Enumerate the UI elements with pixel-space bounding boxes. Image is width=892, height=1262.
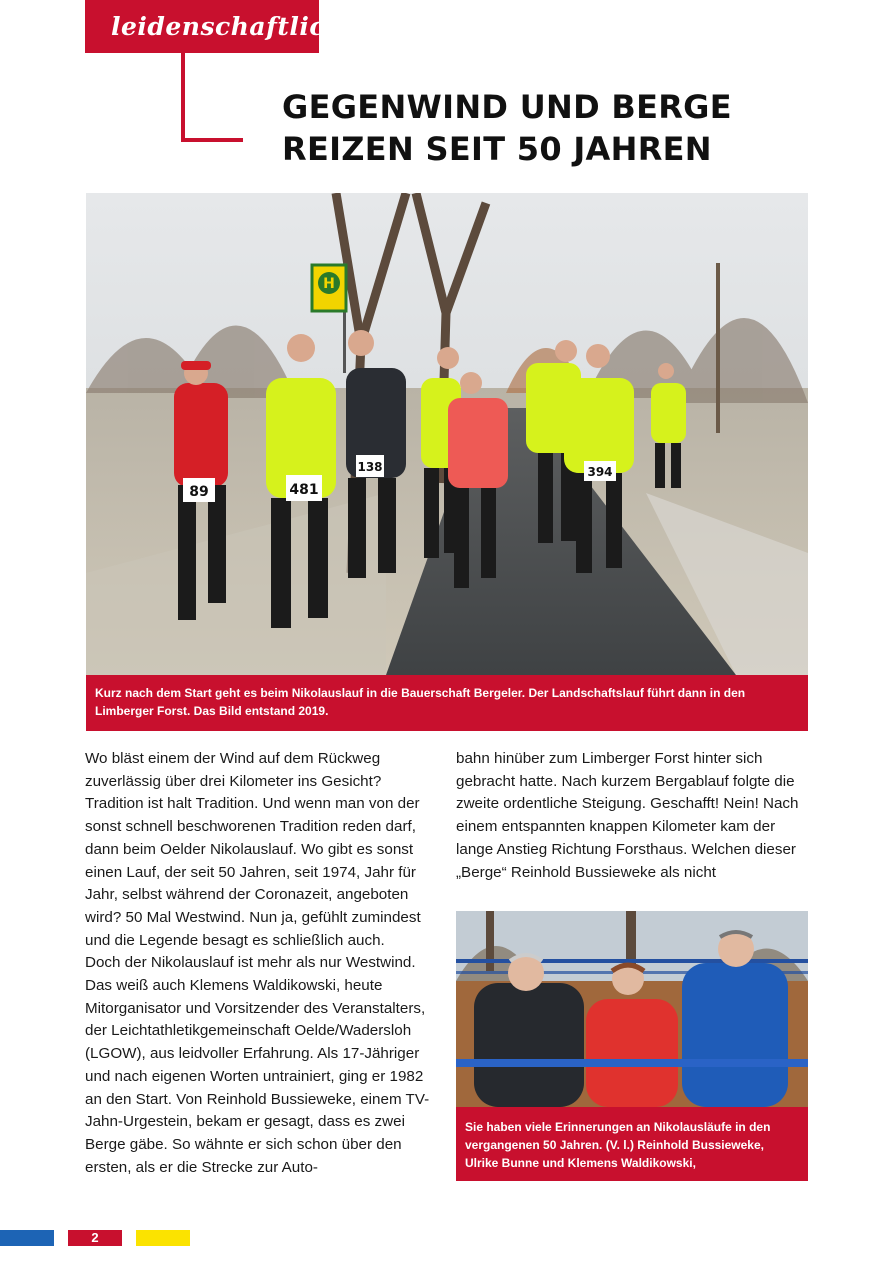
- main-photo-runners: [86, 193, 808, 675]
- bib-number: 394: [587, 465, 613, 479]
- second-photo-caption: Sie haben viele Erinnerungen an Nikolausläufe in den vergangenen 50 Jahren. (V. l.) Reinhold Bussieweke, Ulrike Bunne und Klemens Waldikowski,: [456, 1107, 808, 1181]
- article-paragraph: Doch der Nikolauslauf ist mehr als nur Westwind. Das weiß auch Klemens Waldikowski, heute Mitorganisator und Vorsitzender des Veranstalters, der Leichtathletikgemeinschaft Oelde/Wadersloh (LGOW), aus leidvoller Erfahrung. Als 17-Jähriger und nach eigenen Worten untrainiert, ging er 1982 an den Start. Von Reinhold Bussieweke, einem TV-Jahn-Urgestein, bekam er gesagt, dass es zwei Berge gäbe. So wähnte er sich schon über den ersten, als er die Strecke zur Auto-: [85, 954, 430, 1176]
- footer-bar-blue: [0, 1230, 54, 1246]
- bib-number: 138: [357, 460, 383, 474]
- headline-line-2: REIZEN SEIT 50 JAHREN: [282, 130, 712, 168]
- bib-number: 481: [289, 482, 319, 498]
- footer-bar-yellow: [136, 1230, 190, 1246]
- page-number: 2: [68, 1230, 122, 1246]
- section-tag: leidenschaftlich: [85, 0, 319, 53]
- headline: [282, 86, 842, 170]
- article-column-2: [456, 748, 810, 884]
- article-column-1: [85, 748, 437, 1179]
- svg-text:H: H: [323, 276, 335, 292]
- accent-rule-horizontal: [181, 138, 243, 142]
- headline-line-1: GEGENWIND UND BERGE: [282, 88, 732, 126]
- article-paragraph: Wo bläst einem der Wind auf dem Rückweg zuverlässig über drei Kilometer ins Gesicht? Tradition ist halt Tradition. Und wenn man von der sonst schnell beschworenen Tradition reden darf, dann beim Oelder Nikolauslauf. Wo gibt es sonst einen Lauf, der seit 50 Jahren, seit 1974, Jahr für Jahr, selbst während der Coronazeit, angeboten wird? 50 Mal Westwind. Nun ja, gefühlt zumindest und die Legende besagt es schließlich auch.: [85, 750, 421, 949]
- accent-rule-vertical: [181, 53, 185, 141]
- main-photo-caption: Kurz nach dem Start geht es beim Nikolauslauf in die Bauerschaft Bergeler. Der Landschaftslauf führt dann in den Limberger Forst. Das Bild entstand 2019.: [86, 675, 808, 731]
- second-photo-people: [456, 911, 808, 1107]
- bib-number: 89: [189, 484, 209, 500]
- article-paragraph: bahn hinüber zum Limberger Forst hinter sich gebracht hatte. Nach kurzem Bergablauf folgte die zweite ordentliche Steigung. Geschafft! Nein! Nach einem entspannten knappen Kilometer kam der lange Anstieg Richtung Forsthaus. Welchen dieser „Berge“ Reinhold Bussieweke als nicht: [456, 750, 799, 881]
